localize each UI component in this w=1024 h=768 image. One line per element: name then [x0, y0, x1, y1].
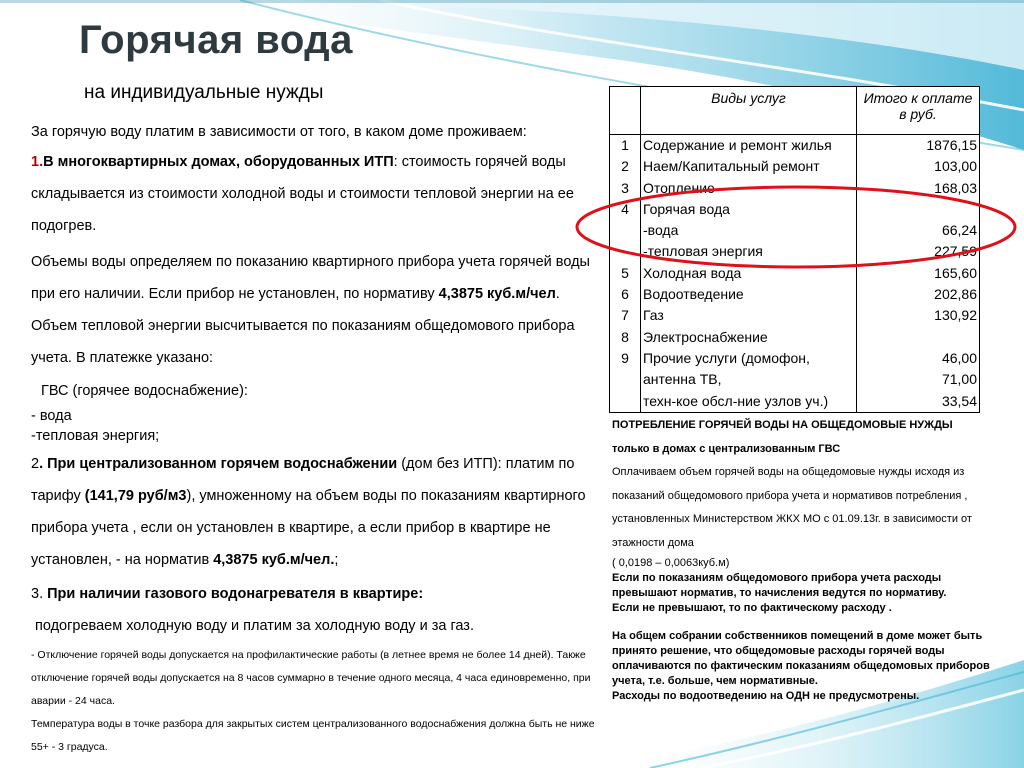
header-total: Итого к оплате в руб. [857, 87, 980, 135]
num-cell: 9 [621, 349, 629, 366]
section-1-number: 1. [31, 154, 44, 170]
sum-cell: 46,00 [941, 349, 977, 366]
service-cell: Наем/Капитальный ремонт [643, 158, 820, 175]
num-cell [612, 391, 638, 412]
num-cell: 4 [621, 200, 629, 217]
service-cell: Холодная вода [643, 264, 742, 281]
section-3-text: подогреваем холодную воду и платим за холодную воду и за газ. [35, 618, 474, 634]
page-title: Горячая вода [79, 18, 353, 62]
section-3-number: 3. [31, 586, 48, 602]
num-cell: 2 [621, 158, 629, 175]
service-cell: Содержание и ремонт жилья [643, 137, 832, 153]
num-cell: 1 [621, 137, 629, 153]
page-subtitle: на индивидуальные нужды [84, 82, 324, 103]
num-cell: 6 [621, 286, 629, 303]
tariff-value: (141,79 руб/м3 [84, 488, 187, 504]
sum-column [857, 135, 980, 413]
odn-rule-2: Если не превышают, то по фактическому расходу . [612, 601, 892, 614]
note-temperature: Температура воды в точке разбора для закрытых систем централизованного водоснабжения должна быть не ниже 55+ - 3 градуса. [31, 718, 595, 753]
odn-rule-3: На общем собрании собственников помещений в доме может быть принято решение, что общедомовые расходы горячей воды оплачиваются по фактическим показаниям общедомовых приборов учета, т.е. больше, чем нормативные. [612, 630, 990, 687]
header-services: Виды услуг [641, 87, 857, 135]
sum-cell: 66,24 [941, 222, 977, 239]
sum-cell: 1876,15 [926, 137, 977, 153]
header-num [610, 87, 641, 135]
section-1-heading: В многоквартирных домах, оборудованных ИТП [43, 154, 394, 170]
num-column [610, 135, 641, 413]
section-2-heading: . При централизованном горячем водоснабжении [39, 456, 398, 472]
right-column [612, 414, 992, 703]
gvs-heat: -тепловая энергия; [31, 428, 160, 444]
num-cell: 3 [621, 179, 629, 196]
norm-value: 4,3875 куб.м/чел [438, 286, 556, 302]
section-2-number: 2 [31, 456, 40, 472]
service-cell: Водоотведение [643, 286, 744, 303]
service-cell: -тепловая энергия [643, 243, 763, 260]
left-column [31, 118, 604, 759]
odn-rule-1: Если по показаниям общедомового прибора учета расходы превышают норматив, то начисления ведутся по нормативу. [612, 572, 947, 599]
num-cell [612, 369, 638, 390]
service-cell: Газ [643, 307, 664, 324]
section-2: 2. При централизованном горячем водоснабжении (дом без ИТП): платим по тарифу (141,79 руб/м3), умноженному на объем воды по показаниям квартирного прибора учета , если он установлен в квартире, а если прибор в квартире не установлен, - на норматив 4,3875 куб.м/чел.; [31, 456, 586, 568]
intro-text: За горячую воду платим в зависимости от того, в каком доме проживаем: [31, 124, 527, 140]
gvs-label: ГВС (горячее водоснабжение): [41, 383, 248, 399]
service-cell: техн-кое обсл-ние узлов уч.) [643, 392, 829, 409]
gvs-water: - вода [31, 408, 72, 424]
service-cell: -вода [643, 222, 679, 239]
sum-cell [859, 327, 977, 348]
service-column [641, 135, 857, 413]
sum-cell: 165,60 [934, 264, 977, 281]
section-3 [31, 580, 604, 608]
sum-cell: 227,59 [934, 243, 977, 260]
table-header-row [610, 87, 980, 135]
sum-cell: 168,03 [934, 179, 977, 196]
section-1-volumes: Объемы воды определяем по показанию квартирного прибора учета горячей воды при его наличии. Если прибор не установлен, по нормативу 4,3875 куб.м/чел. Объем тепловой энергии высчитывается по показаниям общедомового прибора учета. В платежке указано: [31, 254, 590, 366]
service-cell: антенна ТВ, [643, 371, 722, 388]
num-cell: 8 [621, 328, 629, 345]
sum-cell: 202,86 [934, 286, 977, 303]
sum-cell: 33,54 [941, 392, 977, 409]
odn-heading: ПОТРЕБЛЕНИЕ ГОРЯЧЕЙ ВОДЫ НА ОБЩЕДОМОВЫЕ НУЖДЫ только в домах с централизованным ГВС [612, 419, 953, 455]
section-1-text: : стоимость горячей воды складывается из стоимости холодной воды и стоимости тепловой энергии на ее подогрев. [31, 154, 574, 234]
section-1 [31, 146, 604, 242]
sum-cell: 103,00 [934, 158, 977, 175]
service-cell: Электроснабжение [643, 328, 768, 345]
norm-value-2: 4,3875 куб.м/чел. [213, 552, 335, 568]
num-cell: 7 [621, 307, 629, 324]
sum-cell: 71,00 [941, 371, 977, 388]
section-3-heading: При наличии газового водонагревателя в квартире: [47, 586, 424, 602]
num-cell: 5 [621, 264, 629, 281]
odn-range: ( 0,0198 – 0,0063куб.м) [612, 557, 730, 569]
hot-water-highlight-ellipse [574, 183, 1024, 271]
sum-cell: 130,92 [934, 307, 977, 324]
odn-paragraph: Оплачиваем объем горячей воды на общедомовые нужды исходя из показаний общедомового прибора учета и нормативов потребления , установленных Министерством ЖКХ МО с 01.09.13г. в зависимости от этажности дома [612, 466, 972, 549]
service-cell: Горячая вода [643, 200, 730, 217]
service-cell: Прочие услуги (домофон, [643, 349, 810, 366]
odn-rule-4: Расходы по водоотведению на ОДН не предусмотрены. [612, 689, 920, 702]
table-body-row [610, 135, 980, 413]
service-cell: Отопление [643, 179, 715, 196]
note-disconnection: - Отключение горячей воды допускается на профилактические работы (в летнее время не более 14 дней). Также отключение горячей воды допускается на 8 часов суммарно в течение одного месяца, 4 часа единовременно, при аварии - 24 часа. [31, 649, 591, 707]
